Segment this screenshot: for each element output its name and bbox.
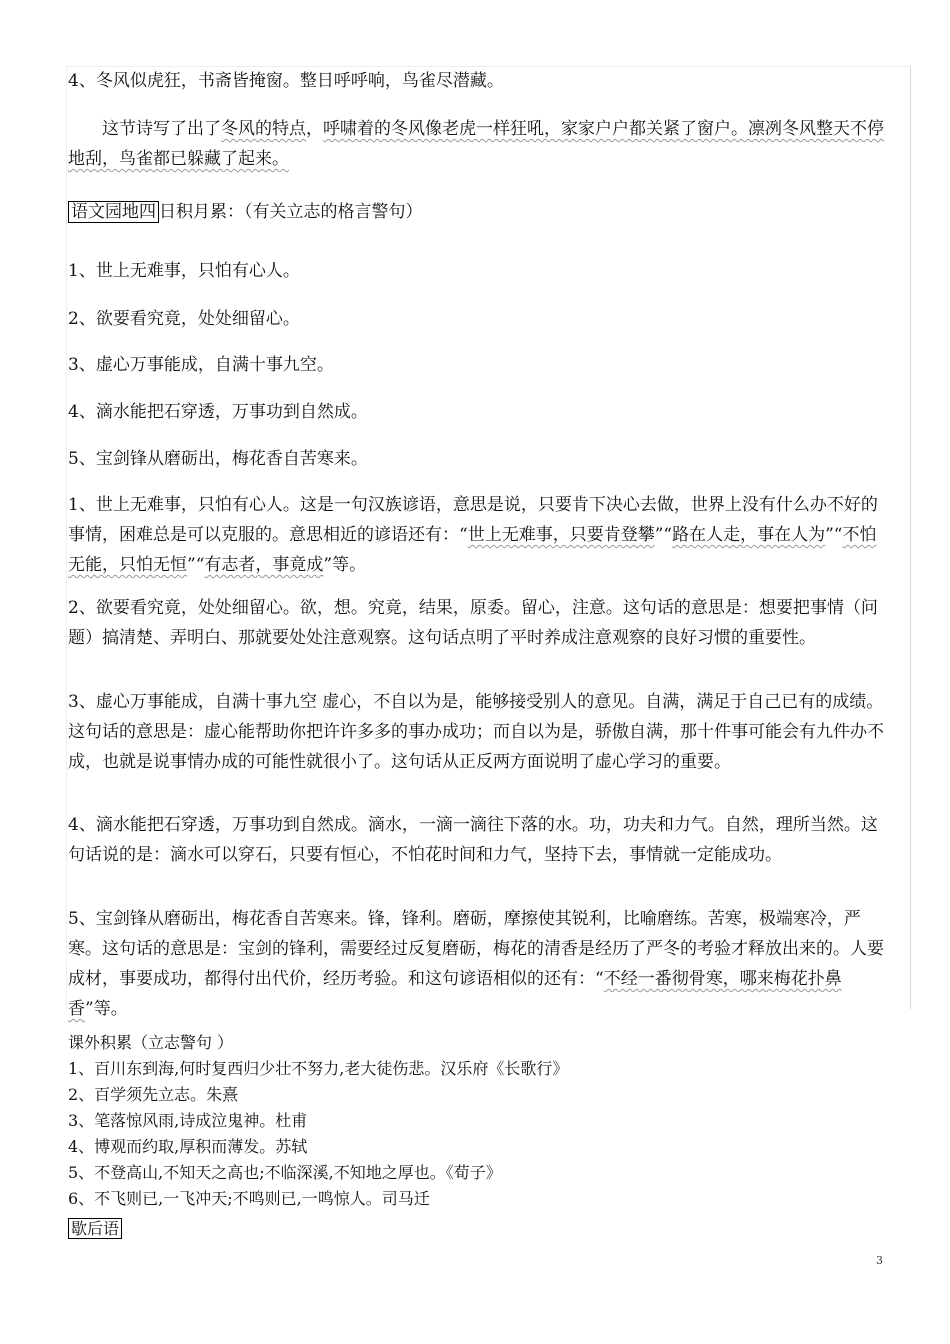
garden-title: 日积月累：（有关立志的格言警句） bbox=[159, 202, 423, 222]
garden-heading bbox=[68, 197, 886, 227]
extra-item: 3、笔落惊风雨,诗成泣鬼神。杜甫 bbox=[68, 1111, 308, 1130]
maxim-item: 3、虚心万事能成，自满十事九空。 bbox=[68, 355, 334, 375]
explanation-5: 5、宝剑锋从磨砺出，梅花香自苦寒来。锋，锋利。磨砺，摩擦使其锐利，比喻磨练。苦寒，极端寒冷，严寒。这句话的意思是：宝剑的锋利，需要经过反复磨砺，梅花的清香是经历了严冬的考验才释放出来的。人要成材，事要成功，都得付出代价，经历考验。和这句谚语相似的还有：“不经一番彻骨寒，哪来梅花扑鼻香”等。 bbox=[68, 909, 884, 1019]
extra-item: 5、不登高山,不知天之高也;不临深溪,不知地之厚也。《荀子》 bbox=[68, 1163, 502, 1182]
explanation-4: 4、滴水能把石穿透，万事功到自然成。滴水，一滴一滴往下落的水。功，功夫和力气。自然，理所当然。这句话说的是：滴水可以穿石，只要有恒心，不怕花时间和力气，坚持下去，事情就一定能成功。 bbox=[68, 815, 878, 865]
section-box-label: 语文园地四 bbox=[68, 201, 159, 223]
extra-item: 2、百学须先立志。朱熹 bbox=[68, 1085, 239, 1104]
wavy-text: 世上无难事，只要肯登攀 bbox=[467, 525, 655, 545]
extra-title: 课外积累（立志警句 ） bbox=[68, 1033, 234, 1052]
maxim-item: 5、宝剑锋从磨砺出，梅花香自苦寒来。 bbox=[68, 449, 368, 469]
extra-item: 4、博观而约取,厚积而薄发。苏轼 bbox=[68, 1137, 308, 1156]
wavy-text: 呼啸着的冬风像老虎一样狂吼，家家户户都关紧了窗户。凛冽冬风整天不停地刮，鸟雀都已躲藏了起来。 bbox=[68, 119, 884, 169]
wavy-text: 不经一番彻骨寒，哪来梅花扑鼻香 bbox=[68, 969, 842, 1019]
wavy-text: 不怕无能，只怕无恒 bbox=[68, 525, 877, 575]
poem-explanation: 这节诗写了出了冬风的特点，呼啸着的冬风像老虎一样狂吼，家家户户都关紧了窗户。凛冽冬风整天不停地刮，鸟雀都已躲藏了起来。 bbox=[68, 119, 884, 169]
maxim-item: 1、世上无难事，只怕有心人。 bbox=[68, 261, 300, 281]
poem-line-4: 4、冬风似虎狂，书斋皆掩窗。整日呼呼响，鸟雀尽潜藏。 bbox=[68, 71, 504, 91]
page-number: 3 bbox=[876, 1254, 883, 1267]
explanation-3: 3、虚心万事能成，自满十事九空 虚心，不自以为是，能够接受别人的意见。自满，满足于自己已有的成绩。这句话的意思是：虚心能帮助你把许许多多的事办成功；而自以为是，骄傲自满，那十件事可能会有九件办不成，也就是说事情办成的可能性就很小了。这句话从正反两方面说明了虚心学习的重要。 bbox=[68, 692, 884, 772]
explanation-2: 2、欲要看究竟，处处细留心。欲，想。究竟，结果，原委。留心，注意。这句话的意思是：想要把事情（问题）搞清楚、弄明白、那就要处处注意观察。这句话点明了平时养成注意观察的良好习惯的重要性。 bbox=[68, 598, 878, 648]
explanation-1: 1、世上无难事，只怕有心人。这是一句汉族谚语，意思是说，只要肯下决心去做，世界上没有什么办不好的事情，困难总是可以克服的。意思相近的谚语还有：“世上无难事，只要肯登攀”“路在人走，事在人为”“不怕无能，只怕无恒”“有志者，事竟成”等。 bbox=[68, 495, 878, 575]
maxim-item: 4、滴水能把石穿透，万事功到自然成。 bbox=[68, 402, 368, 422]
wavy-text: 有志者，事竟成 bbox=[204, 555, 324, 575]
extra-item: 6、不飞则已,一飞冲天;不鸣则已,一鸣惊人。司马迁 bbox=[68, 1189, 430, 1208]
section-box-label: 歇后语 bbox=[68, 1218, 122, 1239]
xiehouyu-heading bbox=[68, 1216, 886, 1242]
wavy-text: 路在人走，事在人为 bbox=[672, 525, 826, 545]
wavy-text: 冬风的特点 bbox=[221, 119, 306, 139]
extra-item: 1、百川东到海,何时复西归少壮不努力,老大徒伤悲。汉乐府《长歌行》 bbox=[68, 1059, 569, 1078]
maxim-item: 2、欲要看究竟，处处细留心。 bbox=[68, 309, 300, 329]
